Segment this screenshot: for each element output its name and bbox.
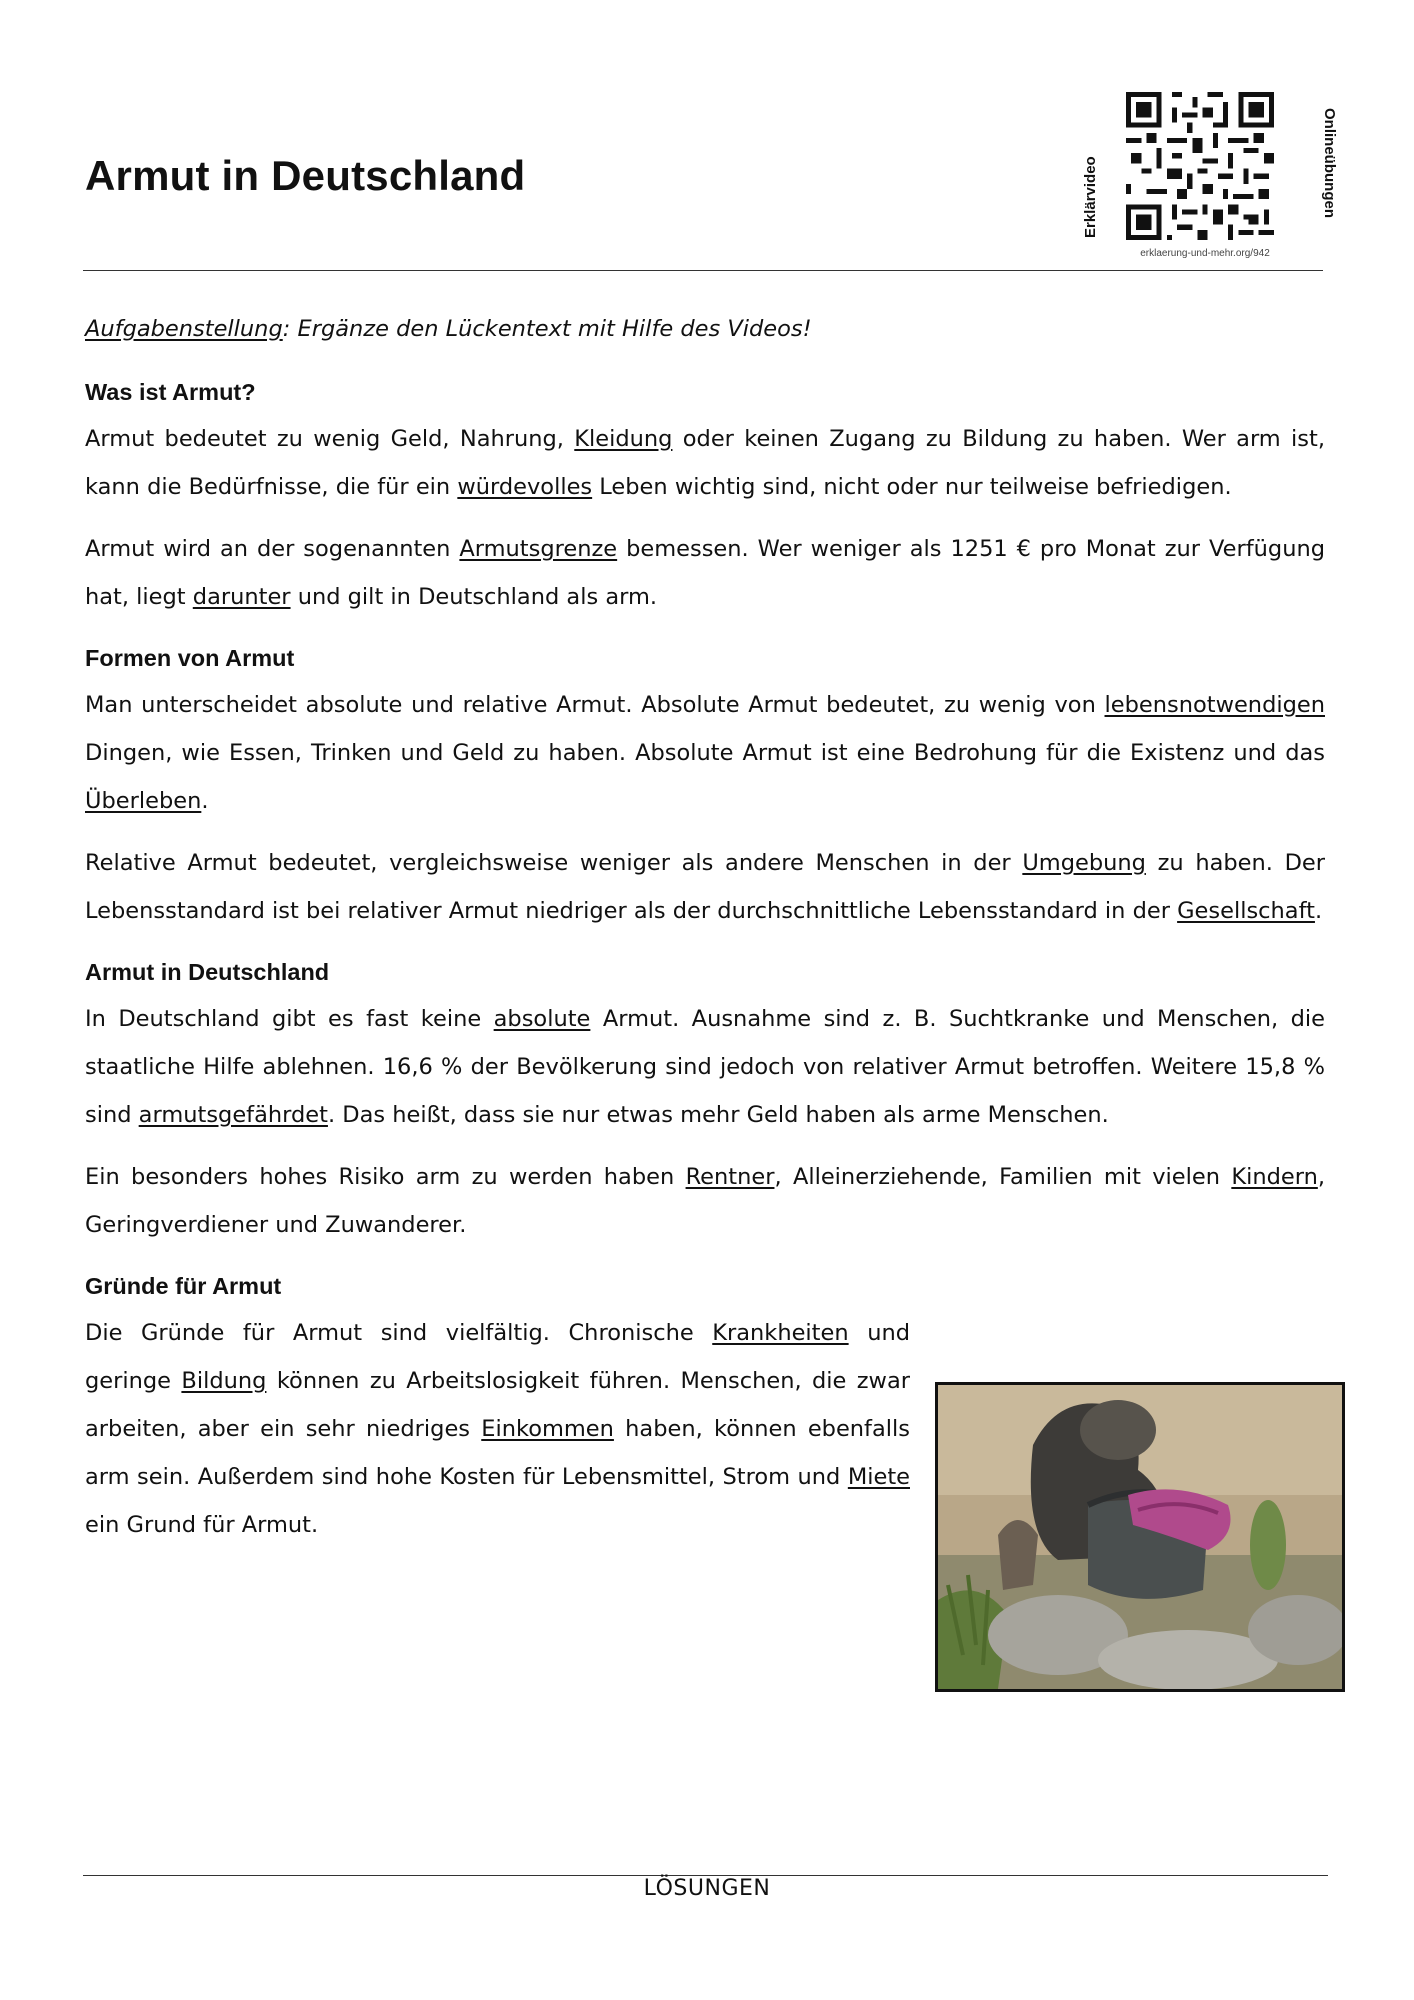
- paragraph: Man unterscheidet absolute und relative Armut. Absolute Armut bedeutet, zu wenig von lebensnotwendigen Dingen, wie Essen, Trinken und Geld zu haben. Absolute Armut ist eine Bedrohung für die Existenz und das Überleben.: [85, 692, 1325, 814]
- task-instruction: Aufgabenstellung: Ergänze den Lückentext mit Hilfe des Videos!: [85, 316, 812, 342]
- paragraph: Armut bedeutet zu wenig Geld, Nahrung, Kleidung oder keinen Zugang zu Bildung zu haben. Wer arm ist, kann die Bedürfnisse, die für ein würdevolles Leben wichtig sind, nicht oder nur teilweise befriedigen.: [85, 426, 1325, 500]
- qr-label-video: Erklärvideo: [1082, 156, 1099, 238]
- section-heading: Formen von Armut: [85, 645, 295, 671]
- answer-gap: armutsgefährdet: [138, 1102, 328, 1128]
- answer-gap: würdevolles: [457, 474, 593, 500]
- answer-gap: Einkommen: [481, 1416, 614, 1442]
- section-heading: Armut in Deutschland: [85, 959, 330, 985]
- answer-gap: Kindern: [1231, 1164, 1318, 1190]
- paragraph: In Deutschland gibt es fast keine absolute Armut. Ausnahme sind z. B. Suchtkranke und Menschen, die staatliche Hilfe ablehnen. 16,6 % der Bevölkerung sind jedoch von relativer Armut betroffen. Weitere 15,8 % sind armutsgefährdet. Das heißt, dass sie nur etwas mehr Geld haben als arme Menschen.: [85, 1006, 1326, 1128]
- paragraph: Relative Armut bedeutet, vergleichsweise weniger als andere Menschen in der Umgebung zu haben. Der Lebensstandard ist bei relativer Armut niedriger als der durchschnittliche Lebensstandard in der Gesellschaft.: [85, 850, 1326, 924]
- answer-gap: darunter: [192, 584, 291, 610]
- section-heading: Gründe für Armut: [85, 1273, 282, 1299]
- answer-gap: Rentner: [685, 1164, 775, 1190]
- section-was-ist-armut: [85, 369, 1325, 621]
- task-text: Ergänze den Lückentext mit Hilfe des Videos!: [290, 316, 812, 342]
- section-formen-von-armut: [85, 635, 1325, 935]
- answer-gap: absolute: [493, 1006, 591, 1032]
- answer-gap: Armutsgrenze: [459, 536, 618, 562]
- worksheet-content: [85, 305, 1325, 1563]
- page-title: Armut in Deutschland: [85, 152, 526, 199]
- answer-gap: Kleidung: [574, 426, 673, 452]
- answer-gap: Bildung: [181, 1368, 267, 1394]
- qr-url[interactable]: erklaerung-und-mehr.org/942: [1140, 248, 1270, 259]
- qr-block[interactable]: [1080, 88, 1338, 268]
- answer-gap: Gesellschaft: [1177, 898, 1315, 924]
- section-heading: Was ist Armut?: [85, 379, 256, 405]
- answer-gap: Miete: [847, 1464, 910, 1490]
- answer-gap: Krankheiten: [712, 1320, 849, 1346]
- task-label: Aufgabenstellung: [85, 316, 283, 342]
- answer-gap: Überleben: [85, 788, 202, 814]
- answer-gap: Umgebung: [1022, 850, 1146, 876]
- paragraph: Armut wird an der sogenannten Armutsgrenze bemessen. Wer weniger als 1251 € pro Monat zur Verfügung hat, liegt darunter und gilt in Deutschland als arm.: [85, 536, 1325, 610]
- paragraph: Ein besonders hohes Risiko arm zu werden haben Rentner, Alleinerziehende, Familien mit vielen Kindern, Geringverdiener und Zuwanderer.: [85, 1164, 1325, 1238]
- answer-gap: lebensnotwendigen: [1104, 692, 1325, 718]
- paragraph: Die Gründe für Armut sind vielfältig. Chronische Krankheiten und geringe Bildung können zu Arbeitslosigkeit führen. Menschen, die zwar arbeiten, aber ein sehr niedriges Einkommen haben, können ebenfalls arm sein. Außerdem sind hohe Kosten für Lebensmittel, Strom und Miete ein Grund für Armut.: [85, 1320, 911, 1538]
- qr-label-exercises: Onlineübungen: [1321, 108, 1338, 218]
- qr-code-icon[interactable]: [1126, 92, 1274, 240]
- footer-label: LÖSUNGEN: [643, 1876, 771, 1901]
- homeless-person-photo: [935, 1382, 1345, 1692]
- header-divider: [83, 270, 1323, 271]
- section-armut-in-deutschland: [85, 949, 1325, 1249]
